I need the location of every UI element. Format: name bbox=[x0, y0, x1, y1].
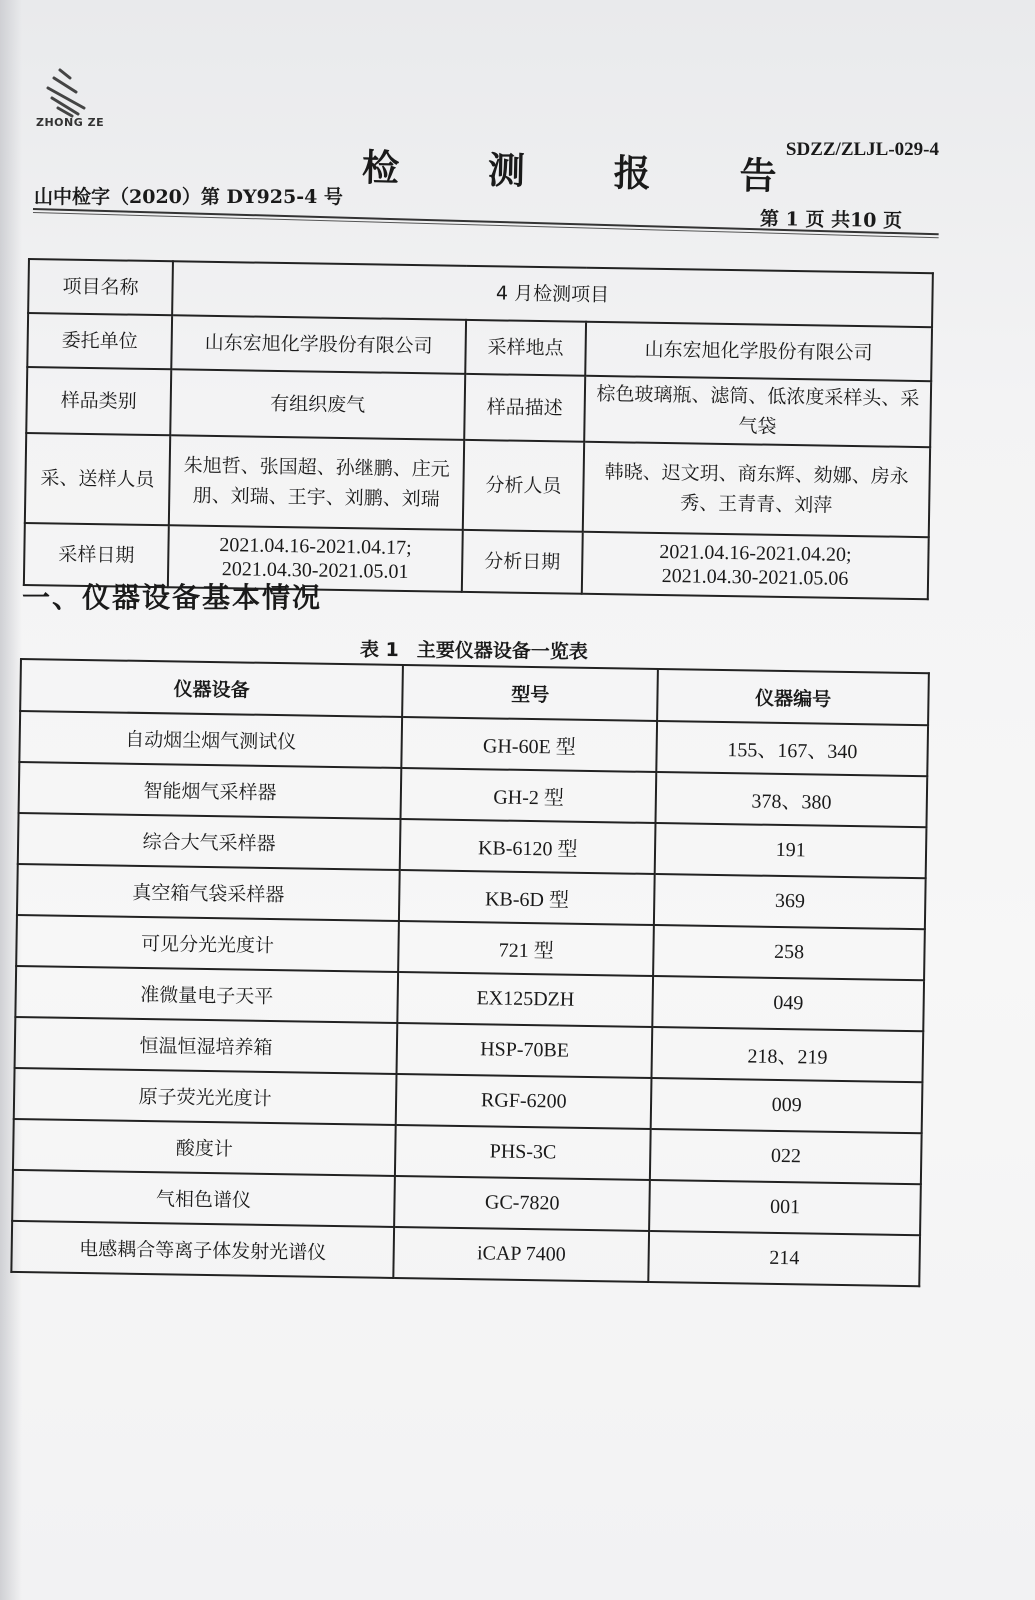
sample-desc-label: 样品描述 bbox=[464, 374, 585, 442]
equipment-name-cell: 电感耦合等离子体发射光谱仪 bbox=[11, 1221, 394, 1278]
header-model: 型号 bbox=[402, 665, 658, 721]
serial-number-cell: 378、380 bbox=[656, 772, 927, 827]
equipment-name-cell: 可见分光光度计 bbox=[16, 915, 399, 972]
equipment-name-cell: 真空箱气袋采样器 bbox=[17, 864, 400, 921]
sample-type-label: 样品类别 bbox=[26, 367, 171, 435]
serial-number-cell: 009 bbox=[651, 1078, 922, 1133]
model-cell: PHS-3C bbox=[395, 1125, 651, 1180]
model-cell: EX125DZH bbox=[397, 972, 653, 1027]
equipment-name-cell: 准微量电子天平 bbox=[15, 966, 398, 1023]
model-cell: KB-6D 型 bbox=[399, 870, 655, 925]
equipment-name-cell: 原子荧光光度计 bbox=[14, 1068, 397, 1125]
analysts-label: 分析人员 bbox=[463, 440, 584, 532]
analysis-date-line-2: 2021.04.30-2021.05.06 bbox=[661, 564, 849, 590]
client-value: 山东宏旭化学股份有限公司 bbox=[171, 315, 466, 374]
sampling-date-label: 采样日期 bbox=[24, 523, 169, 587]
document-code: SDZZ/ZLJL-029-4 bbox=[785, 139, 939, 160]
serial-number-cell: 258 bbox=[653, 925, 924, 980]
info-row-personnel bbox=[25, 433, 930, 537]
serial-number-cell: 369 bbox=[654, 874, 925, 929]
sampling-site-label: 采样地点 bbox=[465, 320, 586, 376]
project-name-label: 项目名称 bbox=[28, 259, 173, 315]
model-cell: GC-7820 bbox=[394, 1176, 650, 1231]
serial-number-cell: 191 bbox=[655, 823, 926, 878]
table-caption-text: 主要仪器设备一览表 bbox=[416, 639, 588, 664]
equipment-name-cell: 气相色谱仪 bbox=[12, 1170, 395, 1227]
serial-number-cell: 049 bbox=[653, 976, 924, 1031]
analysts-value: 韩晓、迟文玥、商东辉、劾娜、房永秀、王青青、刘萍 bbox=[583, 442, 930, 537]
model-cell: KB-6120 型 bbox=[400, 819, 656, 874]
header-equipment: 仪器设备 bbox=[20, 659, 403, 717]
serial-number-cell: 022 bbox=[650, 1129, 921, 1184]
section-heading: 一、仪器设备基本情况 bbox=[22, 581, 323, 614]
table-caption-number: 表 1 bbox=[359, 638, 399, 662]
model-cell: GH-60E 型 bbox=[401, 717, 657, 772]
page-number: 第 1 页 共10 页 bbox=[759, 208, 903, 232]
sampling-site-value: 山东宏旭化学股份有限公司 bbox=[585, 322, 932, 381]
model-cell: 721 型 bbox=[398, 921, 654, 976]
equipment-name-cell: 酸度计 bbox=[13, 1119, 396, 1176]
equipment-name-cell: 恒温恒湿培养箱 bbox=[15, 1017, 398, 1074]
analysis-date-line-1: 2021.04.16-2021.04.20; bbox=[659, 540, 852, 566]
client-label: 委托单位 bbox=[27, 313, 172, 369]
sampling-date-line-1: 2021.04.16-2021.04.17; bbox=[219, 534, 412, 560]
serial-number-cell: 001 bbox=[649, 1180, 920, 1235]
equipment-name-cell: 综合大气采样器 bbox=[18, 813, 401, 870]
table-caption bbox=[360, 635, 606, 665]
serial-number-cell: 155、167、340 bbox=[657, 721, 928, 776]
header-serial: 仪器编号 bbox=[657, 669, 928, 725]
analysis-date-value bbox=[582, 532, 929, 599]
report-number: 山中检字（2020）第 DY925-4 号 bbox=[34, 186, 343, 208]
logo-text: ZHONG ZE bbox=[36, 116, 105, 129]
sample-desc-value: 棕色玻璃瓶、滤筒、低浓度采样头、采气袋 bbox=[584, 376, 931, 447]
report-title: 检 测 报 告 bbox=[361, 146, 815, 199]
project-name-value: 4 月检测项目 bbox=[172, 261, 933, 327]
report-info-table bbox=[23, 258, 934, 600]
serial-number-cell: 214 bbox=[649, 1231, 920, 1286]
samplers-value: 朱旭哲、张国超、孙继鹏、庄元朋、刘瑞、王宇、刘鹏、刘瑞 bbox=[169, 435, 464, 530]
equipment-name-cell: 智能烟气采样器 bbox=[19, 762, 402, 819]
analysis-date-label: 分析日期 bbox=[462, 530, 583, 594]
serial-number-cell: 218、219 bbox=[652, 1027, 923, 1082]
model-cell: HSP-70BE bbox=[397, 1023, 653, 1078]
equipment-table bbox=[10, 658, 930, 1287]
model-cell: GH-2 型 bbox=[401, 768, 657, 823]
sampling-date-line-2: 2021.04.30-2021.05.01 bbox=[221, 558, 409, 584]
model-cell: RGF-6200 bbox=[396, 1074, 652, 1129]
model-cell: iCAP 7400 bbox=[393, 1227, 649, 1282]
equipment-name-cell: 自动烟尘烟气测试仪 bbox=[19, 711, 402, 768]
sample-type-value: 有组织废气 bbox=[170, 369, 465, 440]
samplers-label: 采、送样人员 bbox=[25, 433, 170, 525]
